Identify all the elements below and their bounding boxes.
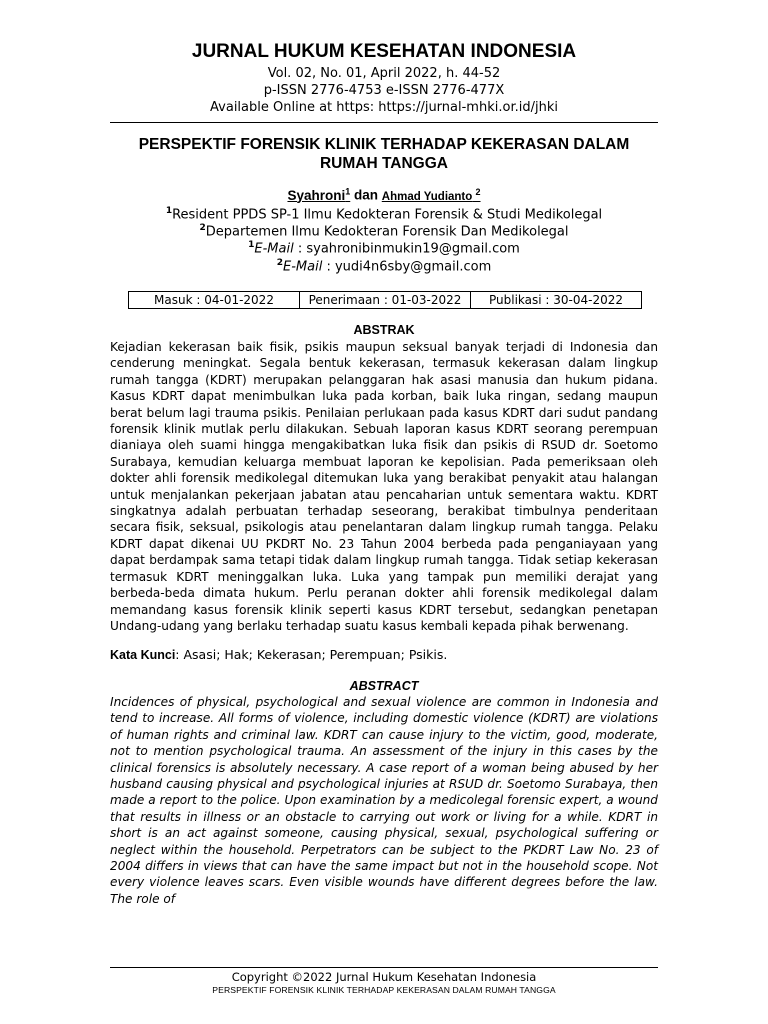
- online-line: Available Online at https: https://jurnal-mhki.or.id/jhki: [210, 100, 558, 115]
- affiliation-2: $^2$Departemen Ilmu Kedokteran Forensik Dan Medikolegal: [199, 223, 569, 240]
- author-connector: dan: [350, 187, 382, 203]
- date-accepted: Penerimaan : 01-03-2022: [299, 292, 470, 308]
- abstrak-heading: ABSTRAK: [353, 323, 415, 337]
- keywords: [110, 647, 658, 662]
- submission-dates-table: [128, 291, 642, 309]
- author-1: Syahroni$^1$: [287, 186, 351, 203]
- footer-divider: [110, 967, 658, 968]
- abstract-body: Incidences of physical, psychological and sexual violence are common in Indonesia and tend to increase. All forms of violence, including domestic violence (KDRT) are violations of human rights and criminal law. KDRT can cause injury to the victim, good, moderate, not to mention psychological trauma. An assessment of the injury in this cases by the clinical forensics is absolutely necessary. A case report of a woman being abused by her husband causing physical and psychological injuries at RSUD dr. Soetomo Surabaya, then made a report to the police. Upon examination by a medicolegal forensic expert, a wound that results in illness or an obstacle to carrying out work or living for a while. KDRT in short is an act against someone, causing physical, sexual, psychological suffering or neglect within the household. Perpetrators can be subject to the PKDRT Law No. 23 of 2004 differs in views that can have the same impact but not in the household scope. Not every violence leaves scars. Even visible wounds have different degrees before the law. The role of: [110, 695, 658, 906]
- affiliation-1: $^1$Resident PPDS SP-1 Ilmu Kedokteran Forensik & Studi Medikolegal: [165, 206, 603, 223]
- running-title: PERSPEKTIF FORENSIK KLINIK TERHADAP KEKERASAN DALAM RUMAH TANGGA: [212, 985, 556, 995]
- date-received: Masuk : 04-01-2022: [154, 293, 274, 307]
- journal-title: JURNAL HUKUM KESEHATAN INDONESIA: [191, 41, 577, 62]
- header-divider: [110, 122, 658, 123]
- abstract-heading: ABSTRACT: [349, 679, 419, 693]
- author-2: Ahmad Yudianto $^2$: [381, 186, 481, 203]
- issn-line: p-ISSN 2776-4753 e-ISSN 2776-477X: [263, 83, 505, 98]
- paper-title: PERSPEKTIF FORENSIK KLINIK TERHADAP KEKERASAN DALAM RUMAH TANGGA: [138, 136, 630, 172]
- abstrak-body: Kejadian kekerasan baik fisik, psikis maupun seksual banyak terjadi di Indonesia dan cenderung meningkat. Segala bentuk kekerasan, termasuk kekerasan dalam lingkup rumah tangga (KDRT) merupakan pelanggaran hak asasi manusia dan hukum pidana. Kasus KDRT dapat menimbulkan luka pada korban, baik luka ringan, sedang maupun berat belum lagi trauma psikis. Penilaian perlukaan pada kasus KDRT dari sudut pandang forensik klinik mutlak perlu dilakukan. Sebuah laporan kasus KDRT seorang perempuan dianiaya oleh suami hingga mengakibatkan luka fisik dan psikis di RSUD dr. Soetomo Surabaya, kemudian keluarga membuat laporan ke kepolisian. Pada pemeriksaan oleh dokter ahli forensik medikolegal ditemukan luka yang berakibat penyakit atau halangan untuk menjalankan pekerjaan jabatan atau pencaharian untuk sementara waktu. KDRT singkatnya adalah perbuatan terhadap seseorang, berakibat timbulnya penderitaan secara fisik, seksual, psikologis atau penelantaran dalam lingkup rumah tangga. Pelaku KDRT dapat dikenai UU PKDRT No. 23 Tahun 2004 berbeda pada penganiayaan yang dapat berdampak sama tetapi tidak dalam lingkup rumah tangga. Tidak setiap kekerasan termasuk KDRT meninggalkan luka. Luka yang tampak pun memiliki derajat yang berbeda-beda dimata hukum. Perlu peranan dokter ahli forensik medikolegal dalam memandang kasus forensik klinik seperti kasus KDRT tersebut, sedangkan penetapan Undang-udang yang berlaku terhadap suatu kasus kembali kepada pihak berwenang.: [110, 340, 658, 633]
- copyright: Copyright ©2022 Jurnal Hukum Kesehatan Indonesia: [231, 970, 537, 984]
- author-line: [0, 186, 768, 203]
- volume-line: Vol. 02, No. 01, April 2022, h. 44-52: [267, 66, 501, 81]
- keywords-label: Kata Kunci: [110, 648, 176, 662]
- date-published: Publikasi : 30-04-2022: [470, 292, 641, 308]
- keywords-text: : Asasi; Hak; Kekerasan; Perempuan; Psikis.: [175, 647, 448, 662]
- email-1: $^1$E-Mail : syahronibinmukin19@gmail.com: [248, 240, 520, 257]
- email-2: $^2$E-Mail : yudi4n6sby@gmail.com: [276, 258, 492, 275]
